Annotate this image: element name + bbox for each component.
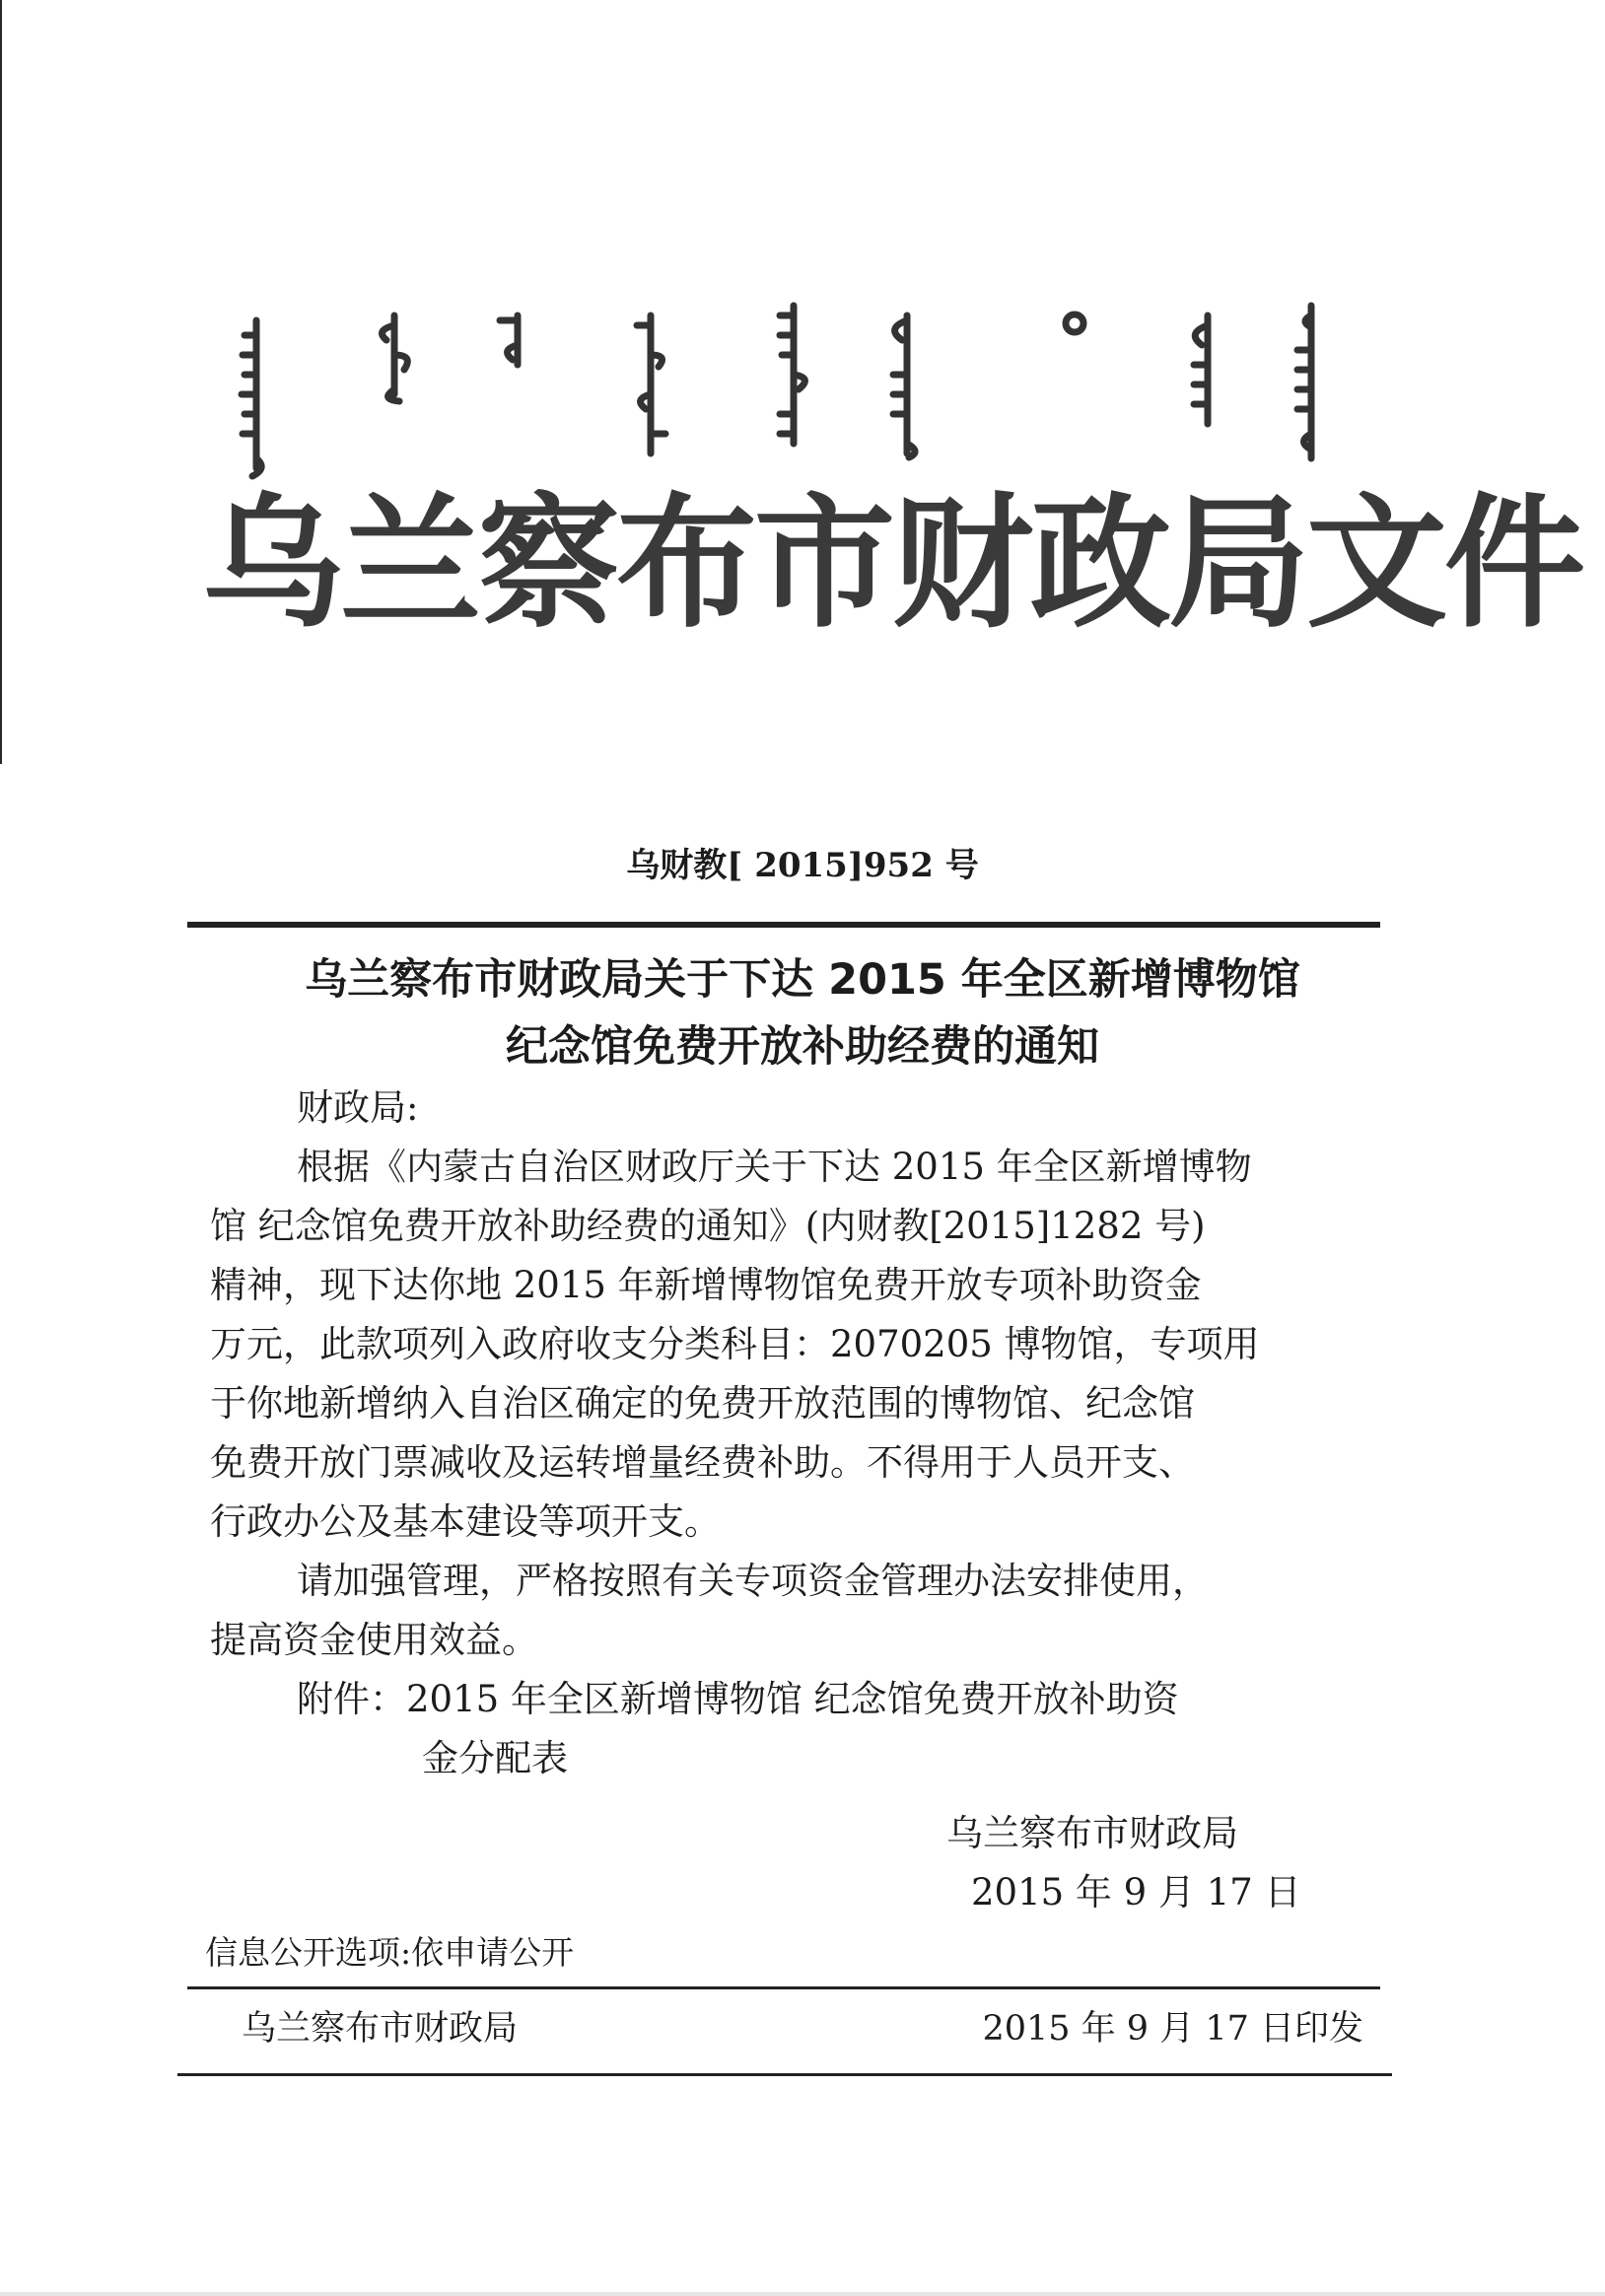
signature-org: 乌兰察布市财政局 [946,1812,1238,1854]
mongolian-script-header [227,296,1321,493]
attachment-line: 金分配表 [422,1737,568,1779]
body-line: 万元，此款项列入政府收支分类科目：2070205 博物馆，专项用 [210,1323,1260,1365]
body-line: 请加强管理，严格按照有关专项资金管理办法安排使用， [297,1560,1209,1602]
scan-border-left [0,0,2,764]
header-divider [187,922,1380,928]
mongolian-script-logo [227,296,1321,493]
footer-divider-top [187,1986,1380,1989]
footer-divider-bottom [177,2073,1392,2076]
notice-title-line-2: 纪念馆免费开放补助经费的通知 [506,1022,1099,1072]
document-number: 乌财教[ 2015]952 号 [626,846,979,885]
body-line: 提高资金使用效益。 [210,1619,538,1661]
body-line: 于你地新增纳入自治区确定的免费开放范围的博物馆、纪念馆 [210,1382,1195,1425]
body-line: 免费开放门票减收及运转增量经费补助。不得用于人员开支、 [210,1441,1195,1484]
body-line: 根据《内蒙古自治区财政厅关于下达 2015 年全区新增博物 [297,1146,1252,1188]
notice-body [210,1078,1393,1788]
footer-issue-date: 2015 年 9 月 17 日印发 [982,2009,1363,2049]
scan-border-bottom [0,2292,1605,2296]
body-line: 行政办公及基本建设等项开支。 [210,1500,721,1543]
addressee: 财政局: [297,1086,419,1129]
document-banner-title: 乌兰察布市财政局文件 [202,479,1582,648]
signature-date: 2015 年 9 月 17 日 [971,1871,1301,1913]
attachment-line: 附件：2015 年全区新增博物馆 纪念馆免费开放补助资 [297,1678,1179,1720]
body-line: 精神，现下达你地 2015 年新增博物馆免费开放专项补助资金 [210,1264,1202,1306]
signature-block [946,1804,1301,1922]
notice-title-line-1: 乌兰察布市财政局关于下达 2015 年全区新增博物馆 [305,955,1300,1005]
body-line: 馆 纪念馆免费开放补助经费的通知》(内财教[2015]1282 号) [210,1205,1206,1247]
footer-issuer: 乌兰察布市财政局 [242,2009,519,2049]
disclosure-option: 信息公开选项:依申请公开 [205,1933,575,1972]
